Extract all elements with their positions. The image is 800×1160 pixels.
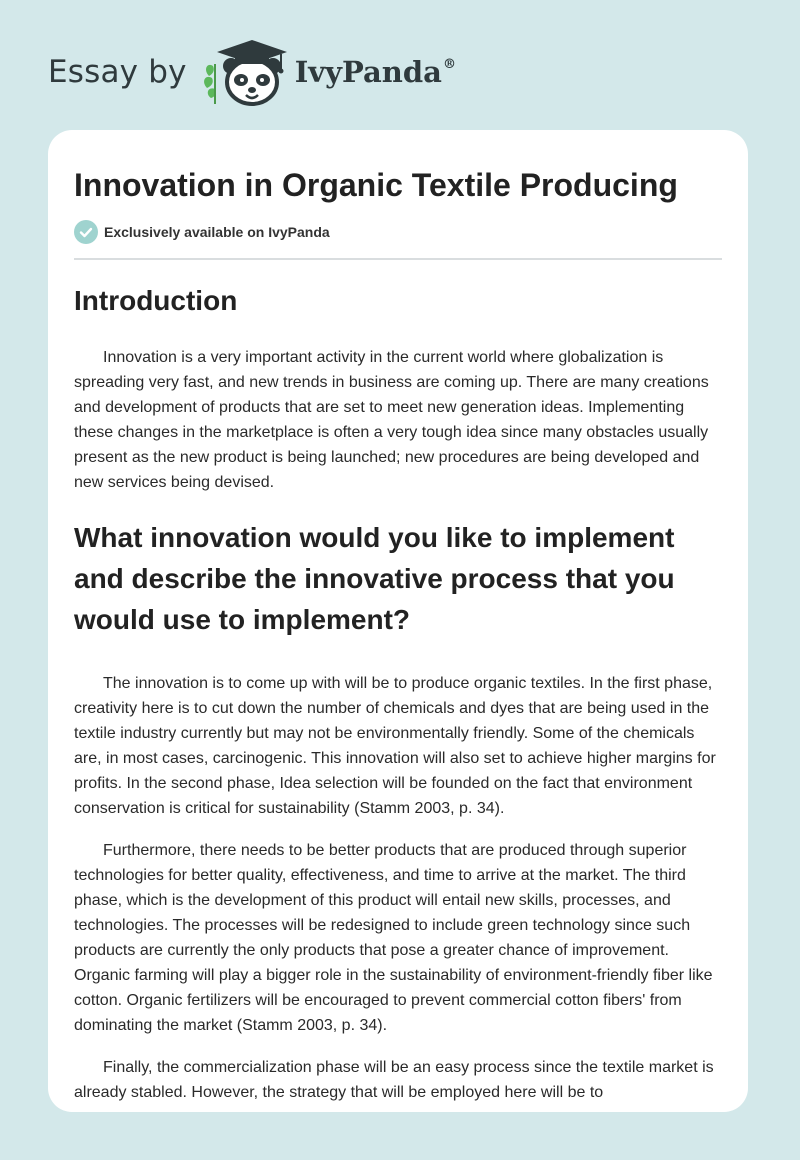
section-heading-innovation: What innovation would you like to implement and describe the innovative process that you would use to implement? [74,522,675,635]
paragraph: Furthermore, there needs to be better products that are produced through superior technologies for better quality, effectiveness, and time to arrive at the market. The third phase, which is the development of this product will entail new skills, processes, and technologies. The processes will be redesigned to include green technology since such products are currently the only products that pose a greater chance of improvement. Organic farming will play a bigger role in the sustainability of environment-friendly fiber like cotton. Organic fertilizers will be encouraged to prevent commercial cotton fibers' from dominating the market (Stamm 2003, p. 34). [74,842,713,1034]
brand-name: IvyPanda® [294,55,456,89]
paragraph: Finally, the commercialization phase will be an easy process since the textile market is already stabled. However, the strategy that will be employed here will be to [74,1059,714,1101]
page-title: Innovation in Organic Textile Producing [74,167,678,203]
paragraph: Innovation is a very important activity in the current world where globalization is spreading very fast, and new trends in business are coming up. There are many creations and development of products that are set to meet new generation ideas. Implementing these changes in the marketplace is often a very tough idea since many obstacles usually present as the new product is being launched; new procedures are being developed and new services being devised. [74,349,709,491]
check-circle-icon [74,220,98,244]
essay-by-label: Essay by [48,54,187,90]
divider [74,258,722,260]
paragraph: The innovation is to come up with will be to produce organic textiles. In the first phase, creativity here is to cut down the number of chemicals and dyes that are being used in the textile industry currently but may not be environmentally friendly. Some of the chemicals are, in most cases, carcinogenic. This innovation will also set to achieve higher margins for profits. In the second phase, Idea selection will be founded on the fact that environment conservation is critical for sustainability (Stamm 2003, p. 34). [74,675,716,817]
registered-mark: ® [442,57,456,72]
exclusive-badge [74,220,722,244]
site-header [48,36,456,108]
panda-graduate-icon [201,36,289,108]
essay-card [48,130,748,1112]
section-heading-introduction: Introduction [74,285,238,316]
ivypanda-logo[interactable] [201,36,456,108]
exclusive-label: Exclusively available on IvyPanda [104,224,330,240]
